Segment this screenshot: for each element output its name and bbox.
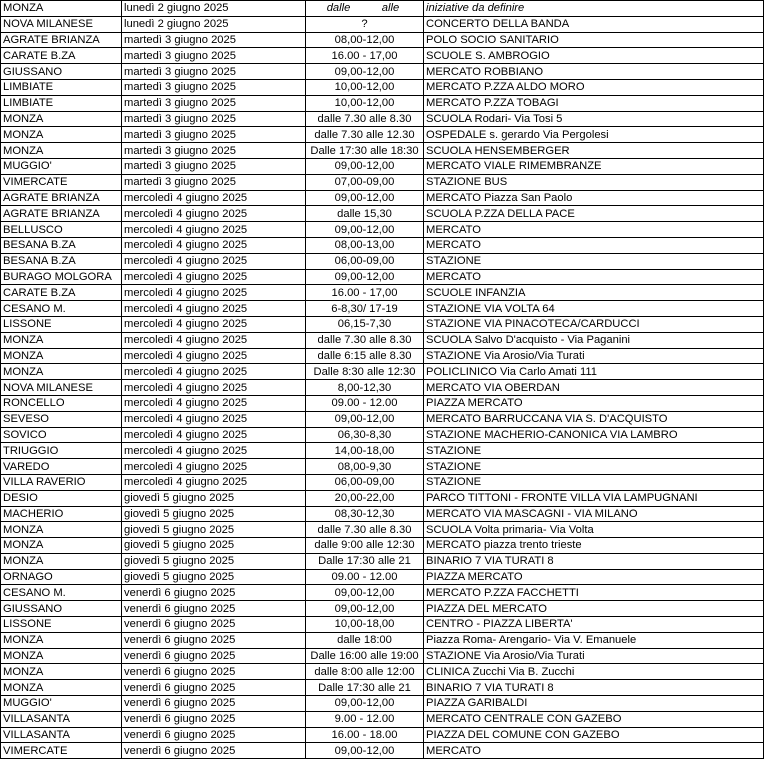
place-cell[interactable]: MONZA [1,348,122,364]
date-cell[interactable]: martedì 3 giugno 2025 [122,127,306,143]
header-time-cell[interactable] [306,1,424,17]
header-time-to: alle [381,2,400,15]
table-row [1,569,764,585]
table-row [1,727,764,743]
table-row [1,237,764,253]
date-cell[interactable]: martedì 3 giugno 2025 [122,95,306,111]
table-row [1,364,764,380]
time-cell[interactable]: 16.00 - 17,00 [306,285,424,301]
table-row [1,696,764,712]
table-row [1,95,764,111]
date-cell[interactable]: martedì 3 giugno 2025 [122,174,306,190]
date-cell[interactable]: mercoledì 4 giugno 2025 [122,316,306,332]
date-cell[interactable]: martedì 3 giugno 2025 [122,48,306,64]
time-cell[interactable]: Dalle 17:30 alle 21 [306,680,424,696]
date-cell[interactable]: venerdì 6 giugno 2025 [122,743,306,759]
place-cell[interactable]: MACHERIO [1,506,122,522]
time-cell[interactable]: 09,00-12,00 [306,696,424,712]
time-cell[interactable]: Dalle 8:30 alle 12:30 [306,364,424,380]
time-cell[interactable]: 8,00-12,30 [306,380,424,396]
place-cell[interactable]: NOVA MILANESE [1,16,122,32]
initiative-cell[interactable]: STAZIONE Via Arosio/Via Turati [424,348,764,364]
place-cell[interactable]: MONZA [1,664,122,680]
initiative-cell[interactable]: STAZIONE [424,443,764,459]
table-row [1,601,764,617]
time-cell[interactable]: ? [306,16,424,32]
table-row [1,32,764,48]
table-row [1,711,764,727]
place-cell[interactable]: MONZA [1,632,122,648]
date-cell[interactable]: venerdì 6 giugno 2025 [122,632,306,648]
place-cell[interactable]: VAREDO [1,459,122,475]
time-cell[interactable]: 09,00-12,00 [306,222,424,238]
table-row [1,617,764,633]
table-row [1,158,764,174]
place-cell[interactable]: MONZA [1,680,122,696]
header-time-labels [308,1,421,15]
table-row [1,127,764,143]
initiative-cell[interactable]: PIAZZA GARIBALDI [424,696,764,712]
initiative-cell[interactable]: STAZIONE Via Arosio/Via Turati [424,648,764,664]
header-row [1,1,764,17]
date-cell[interactable]: giovedì 5 giugno 2025 [122,506,306,522]
time-cell[interactable]: 9.00 - 12.00 [306,711,424,727]
initiative-cell[interactable]: MERCATO Piazza San Paolo [424,190,764,206]
place-cell[interactable]: AGRATE BRIANZA [1,190,122,206]
initiative-cell[interactable]: STAZIONE BUS [424,174,764,190]
date-cell[interactable]: venerdì 6 giugno 2025 [122,696,306,712]
place-cell[interactable]: LISSONE [1,617,122,633]
time-cell[interactable]: Dalle 17:30 alle 18:30 [306,143,424,159]
date-cell[interactable]: mercoledì 4 giugno 2025 [122,427,306,443]
place-cell[interactable]: CESANO M. [1,301,122,317]
initiative-cell[interactable]: CONCERTO DELLA BANDA [424,16,764,32]
date-cell[interactable]: mercoledì 4 giugno 2025 [122,301,306,317]
date-cell[interactable]: mercoledì 4 giugno 2025 [122,332,306,348]
date-cell[interactable]: martedì 3 giugno 2025 [122,158,306,174]
place-cell[interactable]: VIMERCATE [1,743,122,759]
date-cell[interactable]: mercoledì 4 giugno 2025 [122,459,306,475]
schedule-body [1,1,764,759]
date-cell[interactable]: venerdì 6 giugno 2025 [122,680,306,696]
place-cell[interactable]: LIMBIATE [1,79,122,95]
table-row [1,743,764,759]
time-cell[interactable]: 08,00-9,30 [306,459,424,475]
place-cell[interactable]: AGRATE BRIANZA [1,206,122,222]
date-cell[interactable]: giovedì 5 giugno 2025 [122,490,306,506]
date-cell[interactable]: giovedì 5 giugno 2025 [122,538,306,554]
date-cell[interactable]: mercoledì 4 giugno 2025 [122,443,306,459]
time-cell[interactable]: 07,00-09,00 [306,174,424,190]
initiative-cell[interactable]: STAZIONE VIA VOLTA 64 [424,301,764,317]
place-cell[interactable]: ORNAGO [1,569,122,585]
table-row [1,443,764,459]
time-cell[interactable]: 16.00 - 18.00 [306,727,424,743]
table-row [1,585,764,601]
time-cell[interactable]: 09,00-12,00 [306,158,424,174]
time-cell[interactable]: 6-8,30/ 17-19 [306,301,424,317]
place-cell[interactable]: NOVA MILANESE [1,380,122,396]
date-cell[interactable]: mercoledì 4 giugno 2025 [122,348,306,364]
initiative-cell[interactable]: MERCATO VIA MASCAGNI - VIA MILANO [424,506,764,522]
initiative-cell[interactable]: SCUOLA HENSEMBERGER [424,143,764,159]
time-cell[interactable]: 09,00-12,00 [306,269,424,285]
place-cell[interactable]: MUGGIO' [1,696,122,712]
place-cell[interactable]: VILLASANTA [1,727,122,743]
time-cell[interactable]: dalle 7.30 alle 8.30 [306,332,424,348]
table-row [1,522,764,538]
table-row [1,680,764,696]
initiative-cell[interactable]: PIAZZA MERCATO [424,569,764,585]
place-cell[interactable]: LIMBIATE [1,95,122,111]
initiative-cell[interactable]: MERCATO VIALE RIMEMBRANZE [424,158,764,174]
initiative-cell[interactable]: CLINICA Zucchi Via B. Zucchi [424,664,764,680]
date-cell[interactable]: mercoledì 4 giugno 2025 [122,269,306,285]
date-cell[interactable]: lunedì 2 giugno 2025 [122,16,306,32]
date-cell[interactable]: mercoledì 4 giugno 2025 [122,253,306,269]
time-cell[interactable]: Dalle 16:00 alle 19:00 [306,648,424,664]
table-row [1,474,764,490]
initiative-cell[interactable]: STAZIONE [424,459,764,475]
time-cell[interactable]: 09,00-12,00 [306,190,424,206]
initiative-cell[interactable]: OSPEDALE s. gerardo Via Pergolesi [424,127,764,143]
time-cell[interactable]: 10,00-18,00 [306,617,424,633]
date-cell[interactable]: martedì 3 giugno 2025 [122,111,306,127]
table-row [1,316,764,332]
table-row [1,648,764,664]
time-cell[interactable]: dalle 6:15 alle 8.30 [306,348,424,364]
table-row [1,16,764,32]
table-row [1,190,764,206]
place-cell[interactable]: MONZA [1,111,122,127]
initiative-cell[interactable]: BINARIO 7 VIA TURATI 8 [424,553,764,569]
place-cell[interactable]: CARATE B.ZA [1,48,122,64]
initiative-cell[interactable]: POLICLINICO Via Carlo Amati 111 [424,364,764,380]
initiative-cell[interactable]: MERCATO VIA OBERDAN [424,380,764,396]
time-cell[interactable]: dalle 7.30 alle 12.30 [306,127,424,143]
header-place-cell[interactable]: MONZA [1,1,122,17]
time-cell[interactable]: 06,15-7,30 [306,316,424,332]
table-row [1,332,764,348]
table-row [1,459,764,475]
place-cell[interactable]: BELLUSCO [1,222,122,238]
date-cell[interactable]: martedì 3 giugno 2025 [122,143,306,159]
time-cell[interactable]: 16.00 - 17,00 [306,48,424,64]
table-row [1,269,764,285]
initiative-cell[interactable]: MERCATO ROBBIANO [424,64,764,80]
initiative-cell[interactable]: PIAZZA MERCATO [424,395,764,411]
date-cell[interactable]: martedì 3 giugno 2025 [122,79,306,95]
place-cell[interactable]: MONZA [1,553,122,569]
time-cell[interactable]: 09.00 - 12.00 [306,395,424,411]
date-cell[interactable]: venerdì 6 giugno 2025 [122,648,306,664]
date-cell[interactable]: mercoledì 4 giugno 2025 [122,474,306,490]
initiative-cell[interactable]: STAZIONE [424,474,764,490]
time-cell[interactable]: 09.00 - 12.00 [306,569,424,585]
place-cell[interactable]: VIMERCATE [1,174,122,190]
initiative-cell[interactable]: SCUOLA P.ZZA DELLA PACE [424,206,764,222]
place-cell[interactable]: BESANA B.ZA [1,237,122,253]
date-cell[interactable]: mercoledì 4 giugno 2025 [122,285,306,301]
table-row [1,143,764,159]
table-row [1,222,764,238]
place-cell[interactable]: MONZA [1,538,122,554]
date-cell[interactable]: mercoledì 4 giugno 2025 [122,395,306,411]
place-cell[interactable]: GIUSSANO [1,64,122,80]
table-row [1,206,764,222]
table-row [1,301,764,317]
initiative-cell[interactable]: STAZIONE MACHERIO-CANONICA VIA LAMBRO [424,427,764,443]
place-cell[interactable]: MONZA [1,143,122,159]
table-row [1,64,764,80]
initiative-cell[interactable]: PIAZZA DEL COMUNE CON GAZEBO [424,727,764,743]
date-cell[interactable]: mercoledì 4 giugno 2025 [122,222,306,238]
table-row [1,253,764,269]
place-cell[interactable]: SOVICO [1,427,122,443]
time-cell[interactable]: dalle 18:00 [306,632,424,648]
table-row [1,632,764,648]
place-cell[interactable]: TRIUGGIO [1,443,122,459]
date-cell[interactable]: giovedì 5 giugno 2025 [122,522,306,538]
initiative-cell[interactable]: MERCATO [424,222,764,238]
initiative-cell[interactable]: MERCATO [424,743,764,759]
place-cell[interactable]: DESIO [1,490,122,506]
initiative-cell[interactable]: MERCATO [424,269,764,285]
initiative-cell[interactable]: MERCATO [424,237,764,253]
time-cell[interactable]: 20,00-22,00 [306,490,424,506]
table-row [1,380,764,396]
date-cell[interactable]: venerdì 6 giugno 2025 [122,711,306,727]
date-cell[interactable]: mercoledì 4 giugno 2025 [122,190,306,206]
date-cell[interactable]: martedì 3 giugno 2025 [122,32,306,48]
table-row [1,111,764,127]
date-cell[interactable]: mercoledì 4 giugno 2025 [122,411,306,427]
time-cell[interactable]: 06,00-09,00 [306,474,424,490]
place-cell[interactable]: MONZA [1,332,122,348]
table-row [1,348,764,364]
time-cell[interactable]: dalle 7.30 alle 8.30 [306,522,424,538]
place-cell[interactable]: MONZA [1,648,122,664]
place-cell[interactable]: MONZA [1,127,122,143]
place-cell[interactable]: SEVESO [1,411,122,427]
initiative-cell[interactable]: CENTRO - PIAZZA LIBERTA' [424,617,764,633]
date-cell[interactable]: giovedì 5 giugno 2025 [122,553,306,569]
date-cell[interactable]: mercoledì 4 giugno 2025 [122,206,306,222]
date-cell[interactable]: venerdì 6 giugno 2025 [122,601,306,617]
time-cell[interactable]: 09,00-12,00 [306,411,424,427]
date-cell[interactable]: giovedì 5 giugno 2025 [122,569,306,585]
time-cell[interactable]: 10,00-12,00 [306,95,424,111]
table-row [1,506,764,522]
table-row [1,411,764,427]
time-cell[interactable]: dalle 8:00 alle 12:00 [306,664,424,680]
date-cell[interactable]: mercoledì 4 giugno 2025 [122,237,306,253]
place-cell[interactable]: VILLA RAVERIO [1,474,122,490]
place-cell[interactable]: MONZA [1,364,122,380]
initiative-cell[interactable]: Piazza Roma- Arengario- Via V. Emanuele [424,632,764,648]
place-cell[interactable]: RONCELLO [1,395,122,411]
place-cell[interactable]: VILLASANTA [1,711,122,727]
initiative-cell[interactable]: SCUOLE S. AMBROGIO [424,48,764,64]
table-row [1,538,764,554]
place-cell[interactable]: CARATE B.ZA [1,285,122,301]
time-cell[interactable]: Dalle 17:30 alle 21 [306,553,424,569]
time-cell[interactable]: 10,00-12,00 [306,79,424,95]
table-row [1,553,764,569]
date-cell[interactable]: mercoledì 4 giugno 2025 [122,364,306,380]
initiative-cell[interactable]: SCUOLA Volta primaria- Via Volta [424,522,764,538]
place-cell[interactable]: GIUSSANO [1,601,122,617]
initiative-cell[interactable]: BINARIO 7 VIA TURATI 8 [424,680,764,696]
header-time-from: dalle [326,2,351,15]
time-cell[interactable]: 09,00-12,00 [306,601,424,617]
place-cell[interactable]: BESANA B.ZA [1,253,122,269]
place-cell[interactable]: BURAGO MOLGORA [1,269,122,285]
table-row [1,48,764,64]
time-cell[interactable]: 09,00-12,00 [306,64,424,80]
place-cell[interactable]: AGRATE BRIANZA [1,32,122,48]
table-row [1,664,764,680]
table-row [1,285,764,301]
time-cell[interactable]: dalle 7.30 alle 8.30 [306,111,424,127]
table-row [1,395,764,411]
date-cell[interactable]: mercoledì 4 giugno 2025 [122,380,306,396]
place-cell[interactable]: LISSONE [1,316,122,332]
date-cell[interactable]: venerdì 6 giugno 2025 [122,664,306,680]
header-date-cell[interactable]: lunedì 2 giugno 2025 [122,1,306,17]
initiative-cell[interactable]: MERCATO piazza trento trieste [424,538,764,554]
table-row [1,79,764,95]
place-cell[interactable]: MONZA [1,522,122,538]
initiative-cell[interactable]: MERCATO P.ZZA ALDO MORO [424,79,764,95]
time-cell[interactable]: 06,00-09,00 [306,253,424,269]
initiative-cell[interactable]: SCUOLE INFANZIA [424,285,764,301]
time-cell[interactable]: 09,00-12,00 [306,743,424,759]
table-row [1,490,764,506]
initiative-cell[interactable]: STAZIONE VIA PINACOTECA/CARDUCCI [424,316,764,332]
time-cell[interactable]: 14,00-18,00 [306,443,424,459]
header-initiative-cell[interactable]: iniziative da definire [424,1,764,17]
initiative-cell[interactable]: SCUOLA Salvo D'acquisto - Via Paganini [424,332,764,348]
initiative-cell[interactable]: MERCATO P.ZZA TOBAGI [424,95,764,111]
place-cell[interactable]: MUGGIO' [1,158,122,174]
place-cell[interactable]: CESANO M. [1,585,122,601]
time-cell[interactable]: 08,00-13,00 [306,237,424,253]
time-cell[interactable]: 09,00-12,00 [306,585,424,601]
initiative-cell[interactable]: STAZIONE [424,253,764,269]
table-row [1,427,764,443]
initiative-cell[interactable]: SCUOLA Rodari- Via Tosi 5 [424,111,764,127]
time-cell[interactable]: 08,30-12,30 [306,506,424,522]
initiative-cell[interactable]: MERCATO BARRUCCANA VIA S. D'ACQUISTO [424,411,764,427]
time-cell[interactable]: dalle 15,30 [306,206,424,222]
initiative-cell[interactable]: MERCATO CENTRALE CON GAZEBO [424,711,764,727]
date-cell[interactable]: venerdì 6 giugno 2025 [122,585,306,601]
date-cell[interactable]: venerdì 6 giugno 2025 [122,617,306,633]
time-cell[interactable]: 06,30-8,30 [306,427,424,443]
time-cell[interactable]: 08,00-12,00 [306,32,424,48]
initiative-cell[interactable]: PARCO TITTONI - FRONTE VILLA VIA LAMPUGNANI [424,490,764,506]
initiative-cell[interactable]: POLO SOCIO SANITARIO [424,32,764,48]
initiative-cell[interactable]: PIAZZA DEL MERCATO [424,601,764,617]
table-row [1,174,764,190]
date-cell[interactable]: martedì 3 giugno 2025 [122,64,306,80]
time-cell[interactable]: dalle 9:00 alle 12:30 [306,538,424,554]
date-cell[interactable]: venerdì 6 giugno 2025 [122,727,306,743]
initiative-cell[interactable]: MERCATO P.ZZA FACCHETTI [424,585,764,601]
